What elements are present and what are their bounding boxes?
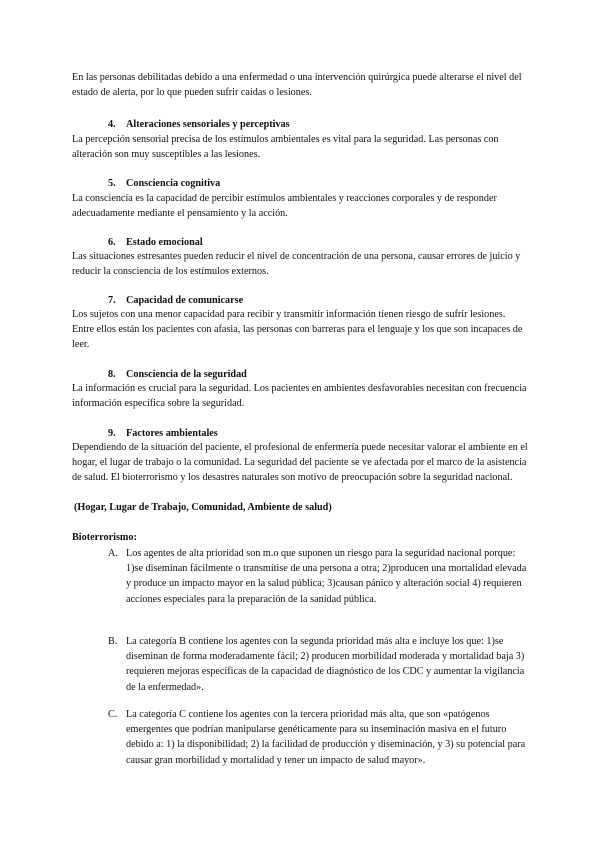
section-heading-5 xyxy=(108,177,220,191)
bioterrorism-title: Bioterrorismo: xyxy=(72,532,137,543)
section-number: 6. xyxy=(108,237,116,248)
section-title: Consciencia de la seguridad xyxy=(126,369,247,380)
section-number: 8. xyxy=(108,369,116,380)
item-letter: B. xyxy=(108,636,118,647)
section-body-5: La consciencia es la capacidad de percibir estímulos ambientales y reacciones corporales y de responder adecuadamente mediante el pensamiento y la acción. xyxy=(72,193,497,220)
bioterrorism-item-a xyxy=(108,546,528,607)
section-heading-9 xyxy=(108,427,218,441)
item-letter: A. xyxy=(108,548,118,559)
section-number: 4. xyxy=(108,119,116,130)
section-number: 9. xyxy=(108,428,116,439)
section-body-6: Las situaciones estresantes pueden reducir el nivel de concentración de una persona, causar errores de juicio y reducir la consciencia de los estímulos externos. xyxy=(72,251,521,278)
section-heading-7 xyxy=(108,294,243,308)
section-title: Factores ambientales xyxy=(126,428,218,439)
item-text: La categoría B contiene los agentes con la segunda prioridad más alta e incluye los que: 1)se diseminan de forma moderadamente fácil; 2) producen morbilidad moderada y mortalidad baja 3) requieren mejoras específicas de la capacidad de diagnóstico de los CDC y aumentar la vigilancia de la enfermedad». xyxy=(126,636,525,693)
environments-list: (Hogar, Lugar de Trabajo, Comunidad, Ambiente de salud) xyxy=(74,502,332,513)
item-text: La categoría C contiene los agentes con la tercera prioridad más alta, que son «patógenos emergentes que podrían manipularse genéticamente para su inseminación masiva en el futuro debido a: 1) la disponibilidad; 2) la facilidad de producción y diseminación, y 3) su potencial para causar gran morbilidad y mortalidad y tener un impacto de salud mayor». xyxy=(126,709,526,766)
section-number: 7. xyxy=(108,295,116,306)
section-body-8: La información es crucial para la seguridad. Los pacientes en ambientes desfavorables necesitan con frecuencia información específica sobre la seguridad. xyxy=(72,383,527,410)
item-letter: C. xyxy=(108,709,118,720)
section-title: Alteraciones sensoriales y perceptivas xyxy=(126,119,290,130)
bioterrorism-item-b xyxy=(108,634,528,695)
section-number: 5. xyxy=(108,178,116,189)
section-body-4: La percepción sensorial precisa de los estímulos ambientales es vital para la seguridad. Las personas con alteración son muy susceptibles a las lesiones. xyxy=(72,134,499,161)
section-heading-4 xyxy=(108,118,290,132)
section-heading-8 xyxy=(108,368,247,382)
section-body-7: Los sujetos con una menor capacidad para recibir y transmitir información tienen riesgo de sufrir lesiones. Entre ellos están los pacientes con afasia, las personas con barreras para el lenguaje y los que son incapaces de leer. xyxy=(72,309,523,351)
section-heading-6 xyxy=(108,236,203,250)
intro-paragraph: En las personas debilitadas debido a una enfermedad o una intervención quirúrgica puede alterarse el nivel del estado de alerta, por lo que pueden sufrir caídas o lesiones. xyxy=(72,72,522,99)
section-title: Consciencia cognitiva xyxy=(126,178,221,189)
section-body-9: Dependiendo de la situación del paciente, el profesional de enfermería puede necesitar valorar el ambiente en el hogar, el lugar de trabajo o la comunidad. La seguridad del paciente se ve afectada por el marco de la asistencia de salud. El bioterrorismo y los desastres naturales son motivo de preocupación sobre la seguridad nacional. xyxy=(72,442,528,484)
section-title: Estado emocional xyxy=(126,237,203,248)
bioterrorism-item-c xyxy=(108,707,528,768)
item-text: Los agentes de alta prioridad son m.o que suponen un riesgo para la seguridad nacional porque: 1)se diseminan fácilmente o transmítise de una persona a otra; 2)producen una mortalidad elevada y produce un impacto mayor en la salud pública; 3)causan pánico y alteración social 4) requieren acciones especiales para la preparación de la sanidad pública. xyxy=(126,548,527,605)
section-title: Capacidad de comunicarse xyxy=(126,295,244,306)
